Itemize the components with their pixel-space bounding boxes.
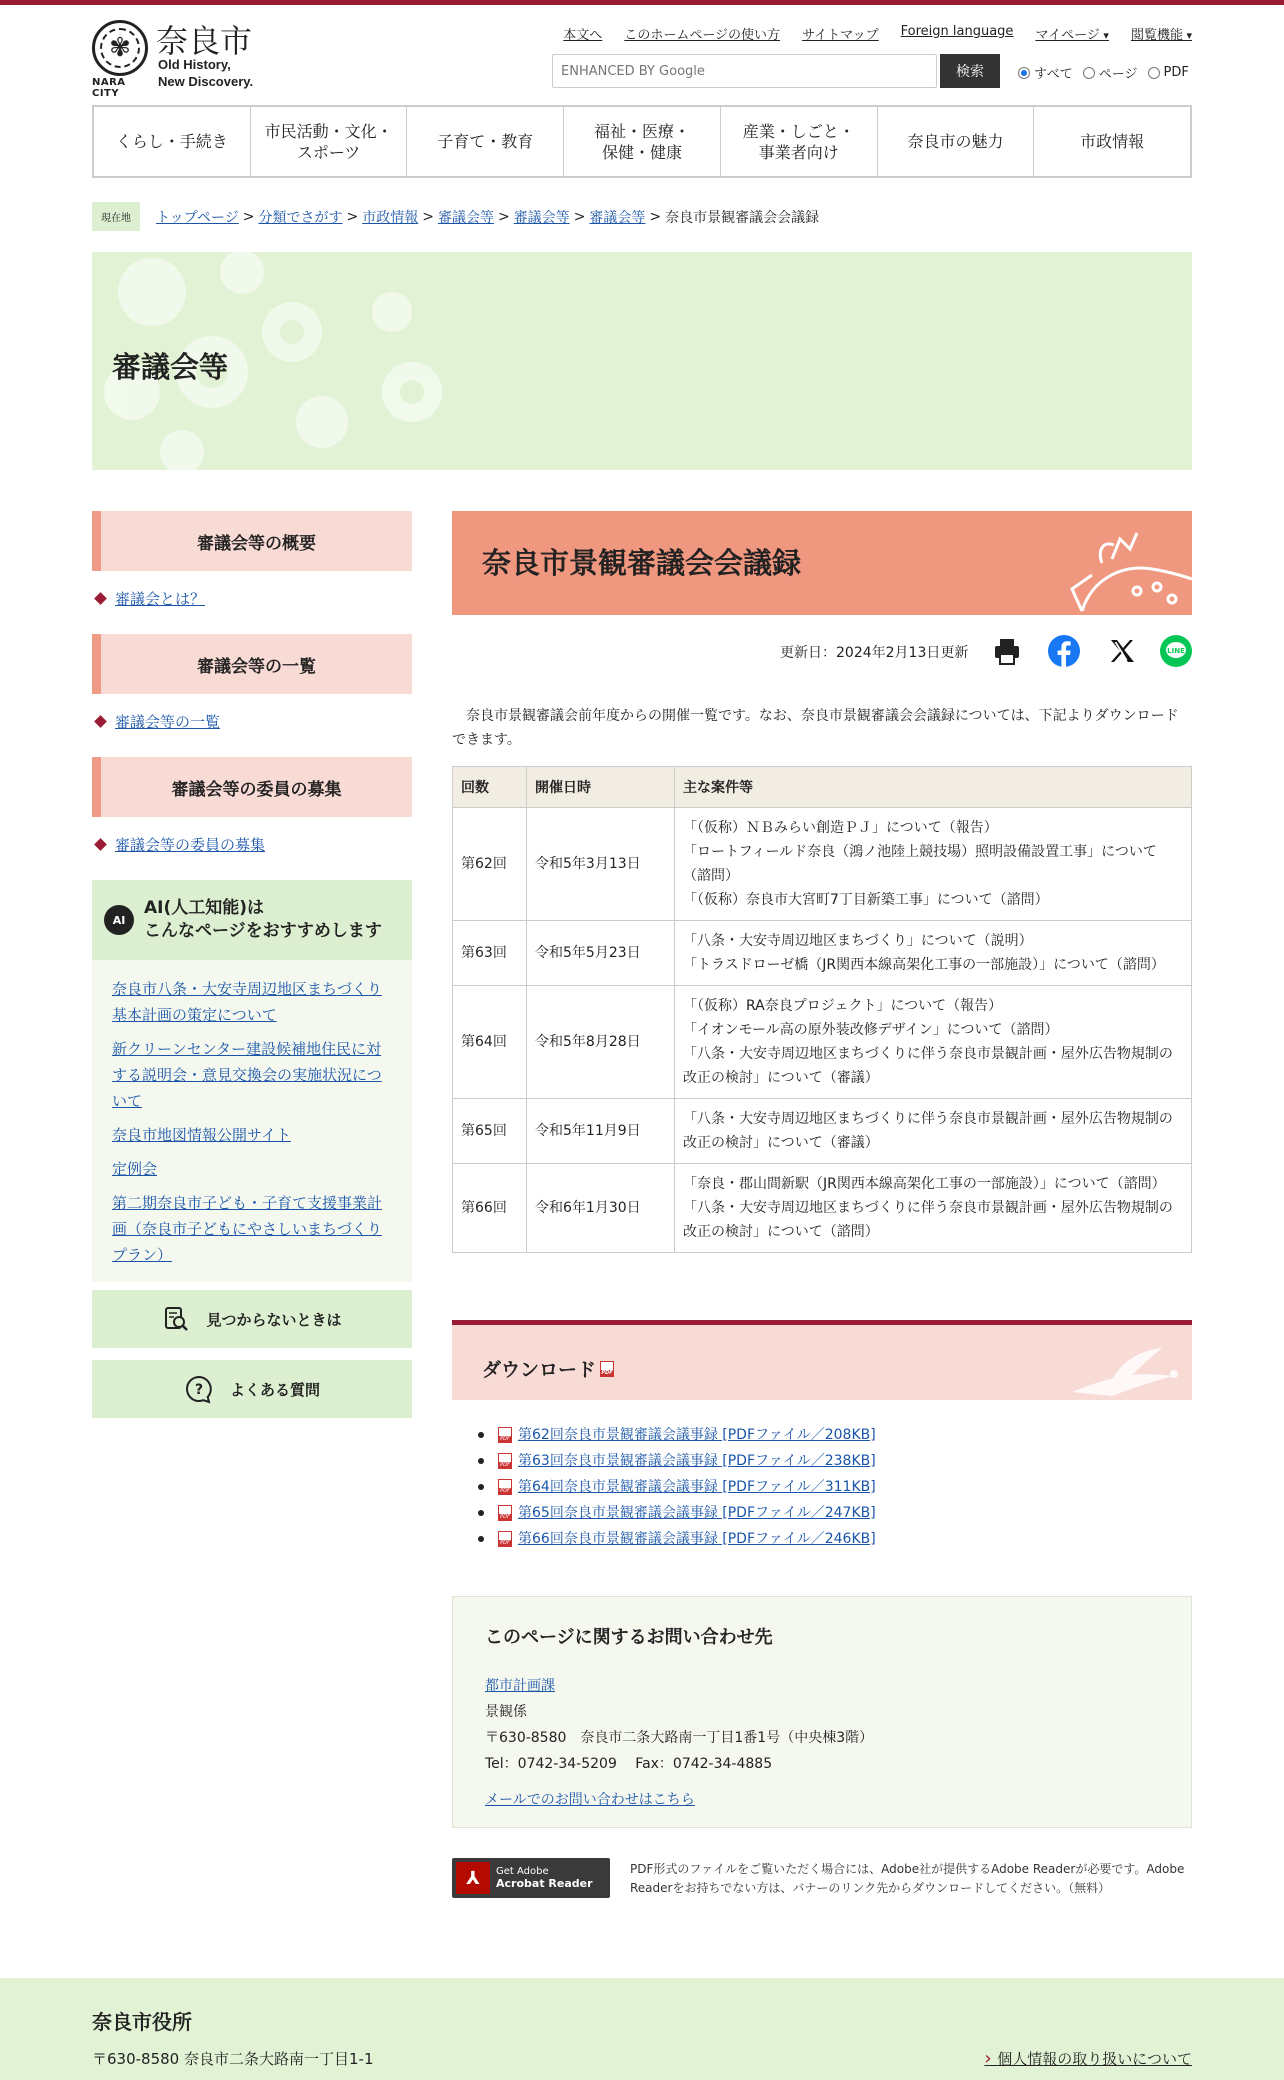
nav-city-info[interactable]: 市政情報 — [1080, 132, 1145, 151]
breadcrumb-separator: > — [497, 208, 510, 225]
logo-small-text: NARA CITY — [92, 77, 126, 99]
ai-title-line1: AI(人工知能)は — [144, 898, 265, 918]
ai-recommendations-title — [144, 897, 382, 943]
cell-count: 第65回 — [453, 1099, 527, 1164]
ai-title-line2: こんなページをおすすめします — [144, 921, 382, 941]
agenda-item: 「奈良・郡山間新駅（JR関西本線高架化工事の一部施設）」について（諮問） — [683, 1176, 1166, 1192]
download-link-66[interactable]: 第66回奈良市景観審議会議事録 [PDFファイル／246KB] — [518, 1531, 876, 1547]
download-item[interactable] — [478, 1474, 876, 1500]
table-row — [453, 1099, 1192, 1164]
contact-phone-fax: Tel：0742-34-5209 Fax：0742-34-4885 — [485, 1756, 773, 1772]
site-logo[interactable] — [92, 20, 282, 99]
cell-date: 令和5年5月23日 — [527, 921, 675, 986]
download-item[interactable] — [478, 1422, 876, 1448]
top-accent-bar — [0, 0, 1284, 5]
agenda-item: 「イオンモール高の原外装改修デザイン」について（諮問） — [683, 1022, 1059, 1038]
table-row — [453, 1164, 1192, 1253]
agenda-item: 「八条・大安寺周辺地区まちづくりに伴う奈良市景観計画・屋外広告物規制の改正の検討」について（審議） — [683, 1111, 1173, 1151]
agenda-item: 「（仮称）RA奈良プロジェクト」について（報告） — [683, 998, 1003, 1014]
adobe-banner-text — [496, 1866, 593, 1890]
radio-all-label: すべて — [1034, 67, 1073, 82]
deer-illustration-icon — [1042, 519, 1192, 615]
page-title: 奈良市景観審議会会議録 — [482, 546, 802, 580]
bird-illustration-icon — [1052, 1340, 1192, 1400]
util-link-mypage[interactable]: マイページ ▾ — [1035, 24, 1109, 43]
cell-date: 令和5年11月9日 — [527, 1099, 675, 1164]
radio-unchecked-icon — [1148, 67, 1160, 79]
search-input[interactable] — [553, 55, 936, 87]
breadcrumb-separator: > — [242, 208, 255, 225]
banner-title: 審議会等 — [112, 350, 229, 384]
logo-name: 奈良市 — [156, 22, 253, 60]
sidebar-heading-recruit: 審議会等の委員の募集 — [92, 757, 412, 817]
breadcrumb — [92, 202, 819, 231]
breadcrumb-council-1[interactable]: 審議会等 — [437, 209, 494, 226]
global-nav — [92, 105, 1192, 178]
adobe-note: PDF形式のファイルをご覧いただく場合には、Adobe社が提供するAdobe Readerが必要です。Adobe Readerをお持ちでない方は、バナーのリンク先からダウンロードしてください。（無料） — [630, 1862, 1185, 1895]
adobe-acrobat-icon: ⅄ — [456, 1862, 490, 1894]
intro-text: 奈良市景観審議会前年度からの開催一覧です。なお、奈良市景観審議会会議録については、下記よりダウンロードできます。 — [452, 708, 1179, 748]
pdf-icon — [498, 1531, 512, 1547]
nav-civic-culture-sports[interactable]: 市民活動・文化・ スポーツ — [251, 107, 408, 176]
cell-items — [675, 1164, 1192, 1253]
cell-count: 第66回 — [453, 1164, 527, 1253]
download-item[interactable] — [478, 1500, 876, 1526]
table-row — [453, 808, 1192, 921]
pdf-icon — [498, 1453, 512, 1469]
adobe-get-text: Get Adobe — [496, 1866, 549, 1877]
not-found-label: 見つからないときは — [206, 1310, 342, 1329]
svg-text:LINE: LINE — [1167, 647, 1185, 655]
cell-count: 第62回 — [453, 808, 527, 921]
footer-org-name: 奈良市役所 — [92, 2010, 192, 2034]
logo-tagline — [158, 56, 253, 90]
download-item[interactable] — [478, 1526, 876, 1552]
cell-date: 令和5年8月28日 — [527, 986, 675, 1099]
sidebar-link-recruit[interactable] — [92, 834, 265, 855]
footer-privacy-link[interactable]: › 個人情報の取り扱いについて — [984, 2048, 1192, 2069]
search-box — [552, 54, 937, 88]
nara-city-emblem-icon: ✾ — [92, 20, 148, 76]
util-link-main-content[interactable]: 本文へ — [563, 28, 603, 43]
contact-mail-link[interactable]: メールでのお問い合わせはこちら — [485, 1792, 695, 1808]
logo-tagline-line1: Old History, — [158, 57, 231, 72]
x-twitter-icon[interactable] — [1105, 635, 1137, 667]
contact-dept-link[interactable]: 都市計画課 — [485, 1678, 555, 1694]
sidebar-heading-list: 審議会等の一覧 — [92, 634, 412, 694]
breadcrumb-separator: > — [422, 208, 434, 225]
ai-recommendation-list — [92, 960, 412, 1292]
meeting-schedule-table — [452, 766, 1192, 1253]
nav-nara-attractions[interactable]: 奈良市の魅力 — [878, 107, 1035, 176]
nav-industry-business[interactable]: 産業・しごと・ 事業者向け — [721, 107, 878, 176]
pdf-icon — [498, 1479, 512, 1495]
faq-label: よくある質問 — [229, 1380, 320, 1399]
radio-pdf[interactable] — [1148, 63, 1189, 82]
search-scope-radios — [1018, 63, 1189, 82]
not-found-button[interactable] — [92, 1290, 412, 1348]
agenda-item: 「（仮称）奈良市大宮町7丁目新築工事」について（諮問） — [683, 892, 1049, 908]
adobe-reader-text: Acrobat Reader — [496, 1877, 593, 1890]
download-heading — [482, 1355, 614, 1382]
updated-date: 更新日：2024年2月13日更新 — [780, 645, 969, 661]
util-link-accessibility[interactable]: 閲覧機能 ▾ — [1131, 24, 1192, 43]
cell-date: 令和5年3月13日 — [527, 808, 675, 921]
cell-items — [675, 1099, 1192, 1164]
agenda-item: 「八条・大安寺周辺地区まちづくりに伴う奈良市景観計画・屋外広告物規制の改正の検討」について（諮問） — [683, 1200, 1173, 1240]
breadcrumb-separator: > — [346, 208, 359, 225]
agenda-item: 「トラスドローゼ橋（JR関西本線高架化工事の一部施設）」について（諮問） — [683, 957, 1165, 973]
breadcrumb-here-label: 現在地 — [92, 202, 140, 231]
ai-link-map-site[interactable]: 奈良市地図情報公開サイト — [112, 1126, 291, 1144]
header-items: 主な案件等 — [675, 767, 1192, 808]
ai-link-regular-meeting[interactable]: 定例会 — [112, 1160, 158, 1178]
util-link-how-to-use[interactable]: このホームページの使い方 — [624, 28, 781, 43]
sidebar-link-label: 審議会とは？ — [115, 590, 206, 608]
ai-recommendations — [92, 880, 412, 1282]
page-title-banner — [452, 511, 1192, 615]
ai-icon: AI — [104, 905, 134, 935]
print-icon[interactable] — [991, 635, 1023, 667]
pdf-icon — [498, 1505, 512, 1521]
header-count: 回数 — [453, 767, 527, 808]
utility-links — [563, 24, 1192, 43]
cell-count: 第64回 — [453, 986, 527, 1099]
sidebar-link-label: 審議会等の委員の募集 — [115, 836, 266, 854]
contact-section: 景観係 — [485, 1704, 527, 1720]
category-banner — [92, 252, 1192, 470]
agenda-item: 「八条・大安寺周辺地区まちづくりに伴う奈良市景観計画・屋外広告物規制の改正の検討」について（審議） — [683, 1046, 1173, 1086]
contact-box — [452, 1596, 1192, 1828]
download-section-header — [452, 1320, 1192, 1400]
site-footer — [0, 1978, 1284, 2080]
ai-link-clean-center[interactable]: 新クリーンセンター建設候補地住民に対する説明会・意見交換会の実施状況について — [112, 1040, 382, 1110]
ai-link-hachijo-plan[interactable]: 奈良市八条・大安寺周辺地区まちづくり基本計画の策定について — [112, 980, 382, 1024]
radio-checked-icon — [1018, 67, 1030, 79]
ai-recommendations-header — [92, 880, 412, 960]
download-link-62[interactable]: 第62回奈良市景観審議会議事録 [PDFファイル／208KB] — [518, 1427, 876, 1443]
util-link-foreign-language[interactable]: Foreign language — [900, 24, 1014, 39]
question-bubble-icon — [184, 1374, 214, 1404]
breadcrumb-council-2[interactable]: 審議会等 — [513, 209, 570, 226]
radio-pdf-label: PDF — [1163, 65, 1189, 80]
pdf-icon — [600, 1361, 614, 1377]
util-link-sitemap[interactable]: サイトマップ — [802, 28, 879, 43]
download-item[interactable] — [478, 1448, 876, 1474]
download-list — [478, 1422, 876, 1552]
sidebar-heading-overview: 審議会等の概要 — [92, 511, 412, 571]
nav-living[interactable]: くらし・手続き — [94, 107, 251, 176]
breadcrumb-separator: > — [649, 208, 662, 225]
ai-link-childcare-plan[interactable]: 第二期奈良市子ども・子育て支援事業計画（奈良市子どもにやさしいまちづくりプラン） — [112, 1194, 383, 1264]
radio-all[interactable] — [1018, 63, 1073, 82]
breadcrumb-council-3[interactable]: 審議会等 — [589, 209, 646, 226]
adobe-reader-banner[interactable] — [452, 1858, 610, 1898]
nav-childcare-education[interactable]: 子育て・教育 — [407, 107, 564, 176]
table-row — [453, 986, 1192, 1099]
sidebar-link-label: 審議会等の一覧 — [115, 713, 221, 731]
table-header-row — [453, 767, 1192, 808]
cell-items — [675, 986, 1192, 1099]
breadcrumb-separator: > — [573, 208, 586, 225]
search-button[interactable]: 検索 — [940, 54, 1000, 88]
nav-welfare-health[interactable]: 福祉・医療・ 保健・健康 — [564, 107, 721, 176]
download-link-64[interactable]: 第64回奈良市景観審議会議事録 [PDFファイル／311KB] — [518, 1479, 876, 1495]
download-link-63[interactable]: 第63回奈良市景観審議会議事録 [PDFファイル／238KB] — [518, 1453, 876, 1469]
sidebar-link-council-list[interactable] — [92, 711, 220, 732]
cell-date: 令和6年1月30日 — [527, 1164, 675, 1253]
breadcrumb-city-info[interactable]: 市政情報 — [362, 209, 419, 226]
facebook-icon[interactable] — [1048, 635, 1080, 667]
radio-unchecked-icon — [1083, 67, 1095, 79]
logo-tagline-line2: New Discovery. — [158, 74, 254, 89]
faq-button[interactable] — [92, 1360, 412, 1418]
cell-items — [675, 808, 1192, 921]
document-search-icon — [162, 1305, 190, 1333]
footer-address: 〒630-8580 奈良市二条大路南一丁目1-1 — [92, 2050, 374, 2068]
cell-count: 第63回 — [453, 921, 527, 986]
line-icon[interactable] — [1160, 635, 1192, 667]
table-row — [453, 921, 1192, 986]
contact-address: 〒630-8580 奈良市二条大路南一丁目1番1号（中央棟3階） — [485, 1730, 874, 1746]
radio-page[interactable] — [1083, 63, 1138, 82]
radio-page-label: ページ — [1098, 67, 1138, 82]
pdf-icon — [498, 1427, 512, 1443]
breadcrumb-current: 奈良市景観審議会会議録 — [665, 209, 820, 226]
header-date: 開催日時 — [527, 767, 675, 808]
agenda-item: 「（仮称）ＮＢみらい創造ＰＪ」について（報告） — [683, 820, 998, 836]
agenda-item: 「ロートフィールド奈良（鴻ノ池陸上競技場）照明設備設置工事」について（諮問） — [683, 844, 1157, 884]
breadcrumb-top[interactable]: トップページ — [156, 209, 239, 226]
download-link-65[interactable]: 第65回奈良市景観審議会議事録 [PDFファイル／247KB] — [518, 1505, 876, 1521]
svg-text:?: ? — [194, 1382, 204, 1398]
agenda-item: 「八条・大安寺周辺地区まちづくり」について（説明） — [683, 933, 1033, 949]
cell-items — [675, 921, 1192, 986]
sidebar-link-about-council[interactable] — [92, 588, 205, 609]
download-title: ダウンロード — [482, 1359, 597, 1381]
contact-title: このページに関するお問い合わせ先 — [485, 1627, 773, 1648]
breadcrumb-category[interactable]: 分類でさがす — [258, 209, 343, 226]
